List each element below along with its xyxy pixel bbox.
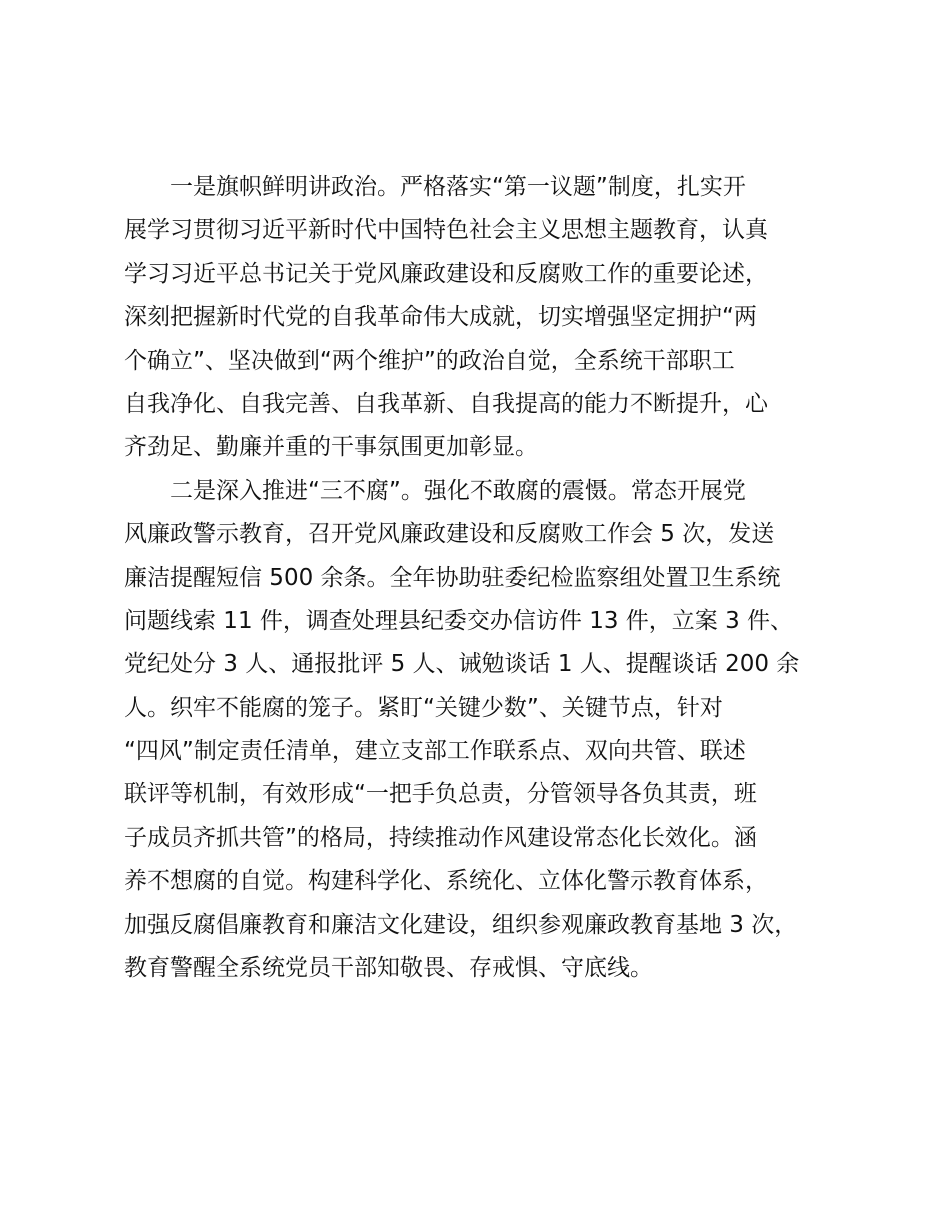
text-line: 二是深入推进“三不腐”。强化不敢腐的震慑。常态开展党 [170, 477, 746, 504]
text-line: 个确立”、坚决做到“两个维护”的政治自觉，全系统干部职工 [124, 347, 735, 374]
text-line: “四风”制定责任清单，建立支部工作联系点、双向共管、联述 [124, 738, 746, 765]
text-line: 自我净化、自我完善、自我革新、自我提高的能力不断提升，心 [124, 390, 768, 417]
text-line: 廉洁提醒短信 500 余条。全年协助驻委纪检监察组处置卫生系统 [124, 564, 781, 591]
text-line: 人。织牢不能腐的笼子。紧盯“关键少数”、关键节点，针对 [124, 694, 723, 721]
text-line: 加强反腐倡廉教育和廉洁文化建设，组织参观廉政教育基地 3 次， [124, 911, 798, 938]
text-line: 齐劲足、勤廉并重的干事氛围更加彰显。 [124, 434, 538, 461]
text-line: 子成员齐抓共管”的格局，持续推动作风建设常态化长效化。涵 [124, 824, 757, 851]
text-line: 展学习贯彻习近平新时代中国特色社会主义思想主题教育，认真 [124, 217, 768, 244]
text-line: 党纪处分 3 人、通报批评 5 人、诫勉谈话 1 人、提醒谈话 200 余 [124, 651, 800, 678]
text-line: 教育警醒全系统党员干部知敬畏、存戒惧、守底线。 [124, 955, 653, 982]
text-line: 学习习近平总书记关于党风廉政建设和反腐败工作的重要论述， [124, 260, 768, 287]
text-line: 深刻把握新时代党的自我革命伟大成就，切实增强坚定拥护“两 [124, 304, 757, 331]
text-line: 风廉政警示教育，召开党风廉政建设和反腐败工作会 5 次，发送 [124, 521, 775, 548]
paragraph-three-no-corruption [124, 470, 844, 991]
text-line: 养不想腐的自觉。构建科学化、系统化、立体化警示教育体系， [124, 868, 768, 895]
document-body [124, 166, 844, 990]
text-line: 联评等机制，有效形成“一把手负总责，分管领导各负其责，班 [124, 781, 757, 808]
paragraph-political-stance [124, 166, 844, 470]
text-line: 问题线索 11 件，调查处理县纪委交办信访件 13 件，立案 3 件、 [124, 607, 794, 634]
text-line: 一是旗帜鲜明讲政治。严格落实“第一议题”制度，扎实开 [170, 174, 746, 200]
